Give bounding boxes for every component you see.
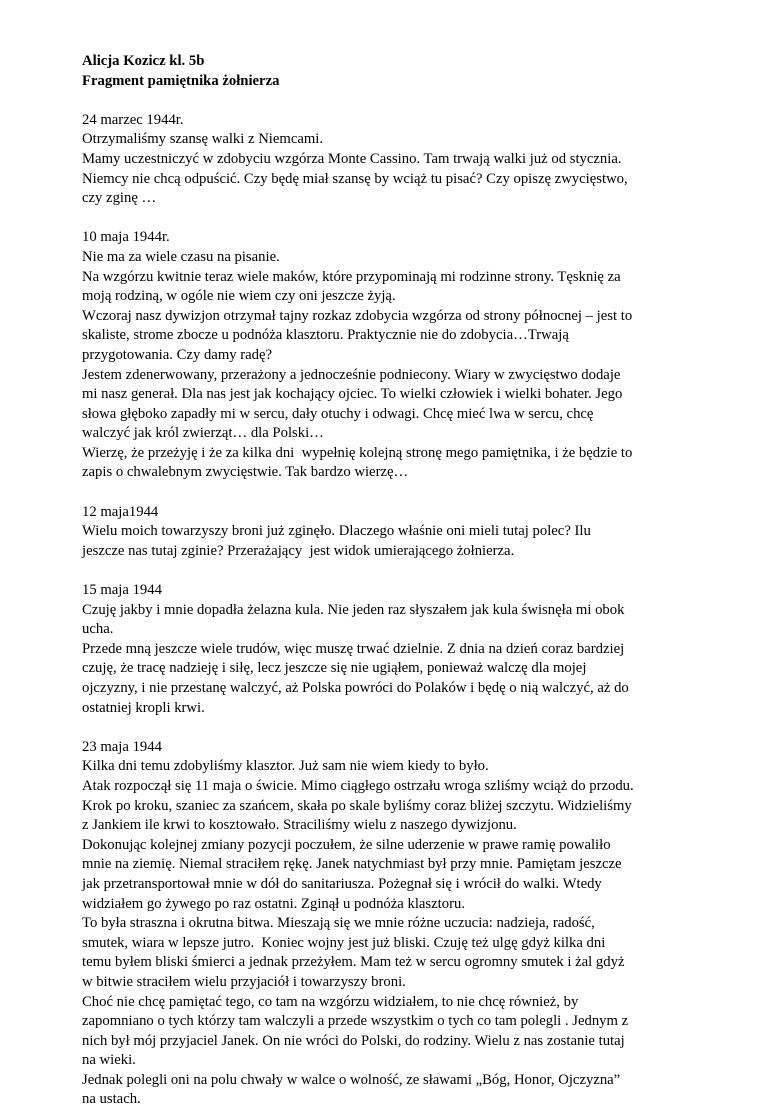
entry-line: Dokonując kolejnej zmiany pozycji poczułem, że silne uderzenie w prawe ramię powaliło: [82, 836, 611, 853]
entry-line: w bitwie straciłem wielu przyjaciół i towarzyszy broni.: [82, 973, 406, 990]
entry-line: na wieki.: [82, 1052, 136, 1069]
entry-line: Atak rozpoczął się 11 maja o świcie. Mimo ciągłego ostrzału wroga szliśmy wciąż do przodu.: [82, 777, 634, 794]
entry-line: ucha.: [82, 621, 114, 638]
entry-line: Na wzgórzu kwitnie teraz wiele maków, które przypominają mi rodzinne strony. Tęsknię za: [82, 268, 621, 285]
entry-line: Wielu moich towarzyszy broni już zginęło. Dlaczego właśnie oni mieli tutaj polec? Ilu: [82, 523, 591, 540]
entry-line: Wczoraj nasz dywizjon otrzymał tajny rozkaz zdobycia wzgórza od strony północnej – jest to: [82, 307, 633, 324]
entry-line: Przede mną jeszcze wiele trudów, więc muszę trwać dzielnie. Z dnia na dzień coraz bardziej: [82, 640, 625, 657]
entry-line: Choć nie chcę pamiętać tego, co tam na wzgórzu widziałem, to nie chcę również, by: [82, 993, 579, 1010]
document-title: Fragment pamiętnika żołnierza: [82, 72, 280, 89]
entry-line: czy zginę …: [82, 190, 157, 207]
entry-line: moją rodziną, w ogóle nie wiem czy oni jeszcze żyją.: [82, 288, 396, 305]
entry-line: mi nasz generał. Dla nas jest jak kochający ojciec. To wielki człowiek i wielki bohater. Jego: [82, 386, 623, 403]
entry-line: nich był mój przyjaciel Janek. On nie wróci do Polski, do rodziny. Wielu z nas zostanie tutaj: [82, 1032, 625, 1049]
entry-line: jak przetransportował mnie w dół do sanitariusza. Pożegnał się i wrócił do walki. Wtedy: [82, 875, 602, 892]
entry-date: 23 maja 1944: [82, 738, 162, 755]
diary-entry: [82, 738, 728, 1110]
entry-line: smutek, wiara w lepsze jutro. Koniec wojny jest już bliski. Czuję też ulgę gdyż kilka dni: [82, 934, 606, 951]
entry-date: 12 maja1944: [82, 503, 159, 520]
entry-date: 15 maja 1944: [82, 582, 162, 599]
entry-line: mnie na ziemię. Niemal straciłem rękę. Janek natychmiast był przy mnie. Pamiętam jeszcze: [82, 856, 622, 873]
entry-line: Nie ma za wiele czasu na pisanie.: [82, 248, 280, 265]
entry-line: widziałem go żywego po raz ostatni. Zginął u podnóża klasztoru.: [82, 895, 465, 912]
entry-line: ojczyzny, i nie przestanę walczyć, aż Polska powróci do Polaków i będę o nią walczyć, aż do: [82, 680, 629, 696]
entry-line: Czuję jakby i mnie dopadła żelazna kula. Nie jeden raz słyszałem jak kula świsnęła mi obok: [82, 601, 625, 618]
entry-line: Krok po kroku, szaniec za szańcem, skała po skale byliśmy coraz bliżej szczytu. Widzieliśmy: [82, 797, 632, 814]
diary-entry: [82, 503, 728, 562]
diary-entry: [82, 111, 728, 209]
entry-line: ostatniej kropli krwi.: [82, 699, 205, 716]
entry-line: słowa głęboko zapadły mi w sercu, dały otuchy i odwagi. Chcę mieć lwa w sercu, chcę: [82, 405, 594, 422]
diary-entry: [82, 228, 728, 483]
entry-line: jeszcze nas tutaj zginie? Przerażający jest widok umierającego żołnierza.: [82, 542, 515, 559]
entry-line: Jednak polegli oni na polu chwały w walce o wolność, ze sławami „Bóg, Honor, Ojczyzna”: [82, 1071, 621, 1088]
entry-line: temu byłem bliski śmierci a jednak przeżyłem. Mam też w sercu ogromny smutek i żal gdyż: [82, 954, 625, 971]
entry-line: z Jankiem ile krwi to kosztowało. Straciliśmy wielu z naszego dywizjonu.: [82, 817, 517, 834]
entry-line: skaliste, strome zbocze u podnóża klasztoru. Praktycznie nie do zdobycia…Trwają: [82, 327, 569, 344]
entry-line: na ustach.: [82, 1091, 141, 1108]
entry-date: 24 marzec 1944r.: [82, 111, 184, 128]
entry-line: przygotowania. Czy damy radę?: [82, 346, 273, 363]
diary-entry: [82, 581, 728, 718]
entry-line: Mamy uczestniczyć w zdobyciu wzgórza Monte Cassino. Tam trwają walki już od stycznia.: [82, 150, 622, 167]
document-header: [82, 52, 728, 91]
entry-line: zapis o chwalebnym zwycięstwie. Tak bardzo wierzę…: [82, 464, 409, 481]
entry-line: Otrzymaliśmy szansę walki z Niemcami.: [82, 131, 324, 148]
entry-line: walczyć jak król zwierząt… dla Polski…: [82, 425, 324, 442]
entry-line: To była straszna i okrutna bitwa. Mieszają się we mnie różne uczucia: nadzieja, radość,: [82, 915, 595, 932]
entry-line: Kilka dni temu zdobyliśmy klasztor. Już sam nie wiem kiedy to było.: [82, 758, 489, 775]
entry-line: czuję, że tracę nadzieję i siłę, lecz jeszcze się nie ugiąłem, ponieważ walczę dla mojej: [82, 660, 587, 677]
entry-date: 10 maja 1944r.: [82, 229, 170, 246]
entry-line: zapomniano o tych którzy tam walczyli a przede wszystkim o tych co tam polegli . Jednym z: [82, 1013, 629, 1030]
entry-line: Wierzę, że przeżyję i że za kilka dni wypełnię kolejną stronę mego pamiętnika, i że będzie to: [82, 444, 633, 461]
entry-line: Jestem zdenerwowany, przerażony a jednocześnie podniecony. Wiary w zwycięstwo dodaje: [82, 366, 621, 383]
author-line: Alicja Kozicz kl. 5b: [82, 53, 205, 69]
entry-line: Niemcy nie chcą odpuścić. Czy będę miał szansę by wciąż tu pisać? Czy opiszę zwycięstwo,: [82, 170, 628, 187]
